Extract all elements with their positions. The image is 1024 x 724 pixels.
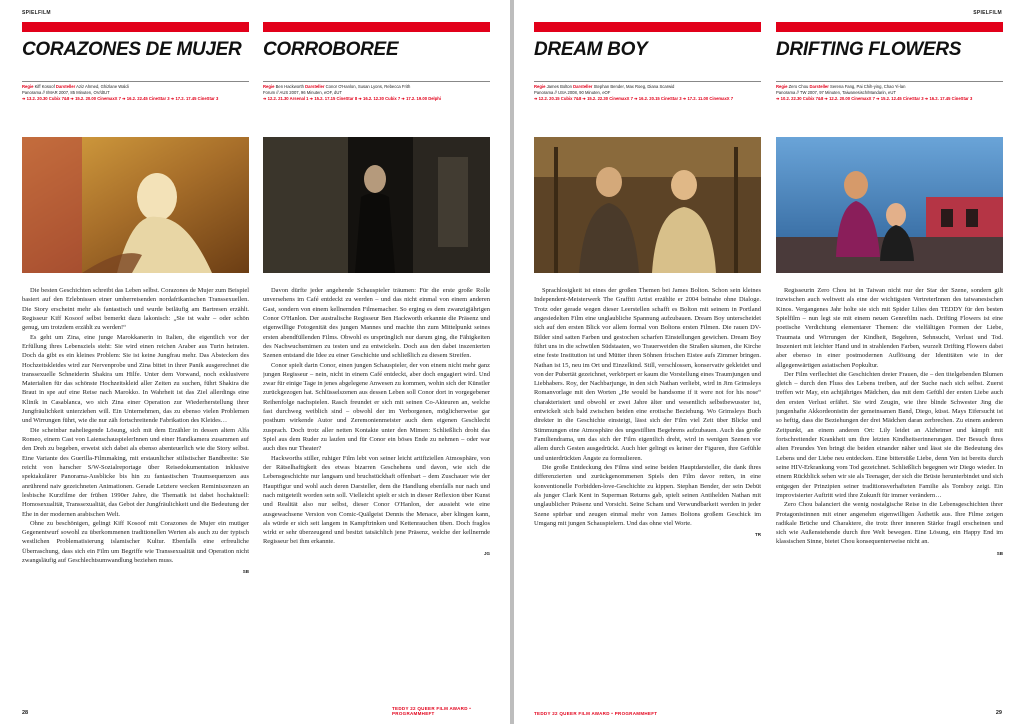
left-page <box>0 0 510 724</box>
film-header-drifting-flowers <box>776 22 1003 102</box>
film-credits <box>534 81 761 102</box>
screenings-line: ➔ 10.2. 22.30 Cubix 7&8 ➔ 12.2. 20.00 CinemaxX 7 ➔ 15.2. 12.45 CineStar 3 ➔ 16.2. 17.45 CineStar 3 <box>776 95 973 101</box>
author-signature: JG <box>483 550 490 556</box>
paragraph: Der Film verflechtet die Geschichten dreier Frauen, die – den titelgebenden Blumen gleich – durch den Fluss des Lebens treiben, auf der Suche nach sich selbst. Zuerst treffen wir May, ein achtjähriges Mädchen, das mit dem Gefühl der ersten Liebe auch den ersten Verlust erfährt. Sie wird Zeugin, wie ihre blinde Schwester Jing die jungenhafte Akkordeonistin der gemeinsamen Band, Diego, küsst. Mays Eifersucht ist so heftig, dass die Beziehungen der drei Mädchen daran zerbrechen. Zu einem anderen Zeitpunkt, an einem anderen Ort: Lily leidet an Alzheimer und kämpft mit fortschreitender Krankheit um ihre letzten Kindheitserinnerungen. Der Besuch ihres alten Freundes Yen bringt die beiden einander näher und lässt sie die Bedeutung des Lebens und der Liebe neu entdecken. Eine bittersüße Liebe, denn Yen ist bereits durch seine HIV-Erkrankung vom Tod gezeichnet. Schließlich begegnen wir Diego wieder. In einem Rückblick sehen wir sie als Teenager, der sich die Brüste herunterbindet und sich entgegen der Prinzipien seiner traditionsverhafteten Familie als Tomboy zeigt. Ein improvisierter Auftritt wird ihre Zukunft für immer verändern… <box>776 370 1003 499</box>
article-body-drifting-flowers <box>776 286 1003 656</box>
footer-right: TEDDY 22 QUEER FILM AWARD • PROGRAMMHEFT <box>534 711 658 716</box>
paragraph: Conor spielt darin Conor, einen jungen Schauspieler, der von einem nicht mehr ganz jungen Regisseur – nein, nicht in einem Café entdeckt, aber doch engagiert wird. Und zwar für einige Tage in jenes abgelegene Anwesen zu kommen, wohin sich der Künstler zurückgezogen hat. Schlüsselszenen aus dessen Leben soll Conor dort in vorgegebener Reihenfolge nachspielen. Rasch freundet er sich mit seinen Co-Akteuren an, welche fast durchweg weiblich sind – obwohl der im Verborgenen, möglicherweise gar posthum wirkende Autor und Zeremonienmeister auch dem eigenen Geschlecht zusprach. Doch trotz aller netten Kontakte unter den Mimen: Schließlich droht das Spiel aus dem Ruder zu laufen und für Conor ein böses Ende zu nehmen – oder war auch dies nur Theater? <box>263 361 490 453</box>
page-number-left: 28 <box>22 710 29 716</box>
author-signature: SB <box>242 569 249 575</box>
film-still-corazones <box>22 137 249 273</box>
page-number-right: 29 <box>995 710 1002 716</box>
article-body-corazones <box>22 286 249 656</box>
screenings-line: ➔ 12.2. 21.30 Arsenal 1 ➔ 15.2. 17.15 CineStar 8 ➔ 16.2. 12.30 Cubix 7 ➔ 17.2. 19.00 Delphi <box>263 95 441 101</box>
paragraph: Davon dürfte jeder angehende Schauspieler träumen: Für die erste große Rolle unversehens im Café entdeckt zu werden – und das nicht einmal von einem anderen Gast, sondern von einem kellnernden Filmemacher. So erging es dem zwanzigjährigen Conor O'Hanlon. Der australische Regisseur Ben Hackworth erkannte die Präsenz und eigenwillige Fotogenität des jungen Mannes und machte ihn zum Mittelpunkt seines ersten abendfüllenden Films. Obwohl es ursprünglich nur darum ging, die Fähigkeiten des Nachwuchsmimen zu testen und zu entwickeln. Doch aus den dabei inszenierten Szenen entstand die Idee zu einer Geschichte und schließlich zu diesem Streifen. <box>263 287 490 360</box>
screenings-line: ➔ 13.2. 20.30 Cubix 7&8 ➔ 15.2. 20.00 CinemaxX 7 ➔ 16.2. 22.45 CineStar 3 ➔ 17.2. 17.45 CineStar 3 <box>22 95 219 101</box>
screenings-line: ➔ 12.2. 20.15 Cubix 7&8 ➔ 15.2. 22.30 CinemaxX 7 ➔ 16.2. 20.15 CineStar 3 ➔ 17.2. 11.00 CinemaxX 7 <box>534 95 734 101</box>
paragraph: Regisseurin Zero Chou ist in Taiwan nicht nur der Star der Szene, sondern gilt inzwischen auch weltweit als eine der wichtigsten VertreterInnen des taiwanesischen Kinos. Vergangenes Jahr holte sie sich mit Spider Lilies den TEDDY für den besten Spielfilm – nun legt sie mit einem neuen Genrefilm nach. Drifting Flowers ist eine poetische Verdichtung elementarer Themen: die vielfältigen Formen der Liebe, Traumata und Wirrungen der Kindheit, Begehren, Sehnsucht, Verlust und Tod. Inszeniert mit leichter Hand und in strahlenden Farben, wurzelt Drifting Flowers dabei aber ebenso in einer postmodernen Auflösung der Identitäten wie in der allgegenwärtigen asiatischen Popkultur. <box>776 287 1003 369</box>
red-title-bar <box>263 22 490 32</box>
article-body-dream-boy <box>534 286 761 656</box>
film-still-dream-boy <box>534 137 761 273</box>
credit-line: Regie Kiff Kosoof Darsteller Aziz Ahmed, Ghizlane Waldi <box>22 83 129 89</box>
paragraph: Sprachlosigkeit ist eines der großen Themen bei James Bolton. Schon sein kleines Independent-Meisterwerk The Graffiti Artist erzählte er 2004 beinahe ohne Dialoge. Trotz oder gerade wegen dieser Leerstellen schafft es Bolton mit seinem in Portland angesiedelten Film eine unglaubliche Spannung aufzubauen. Dream Boy unterscheidet sich auf den ersten Blick vor allem formal von Boltons ersten Filmen. Die rauen DV-Bilder sind satten Farben und gestochen scharfen Einstellungen gewichen. Dream Boy führt uns in die schwülen Südstaaten, wo Trauerweiden die Straßen säumen, die Kirche eine feste Institution ist und Mütter ihren Söhnen frischen Eistee aufs Zimmer bringen. Nathan ist 15, neu im Ort und Einzelkind. Still, verschlossen, konservativ gekleidet und von der Pubertät gezeichnet, verkörpert er kaum die Vorstellung eines Traumjungen und Liebhabers. Roy, der Nachbarjunge, in den sich Nathan verliebt, wird in Jim Grimsleys Romanvorlage mit den Worten „He would be handsome if it were not for his nose“ charakterisiert und obwohl er zwei Jahre älter und wesentlich selbstbewusster ist, entwickelt sich bald zwischen beiden eine erotische Beziehung. Wo Grimsleys Buch direkter in die Geschichte einsteigt, lässt sich der Film viel Zeit über Blicke und Stimmungen eine Atmosphäre des ungestillten Begehrens aufzubauen. Auch das große Familiendrama, um das sich der Film eigentlich dreht, wird in wenigen Szenen vor allem durch Gesten ausgedrückt. Auch hier gelingt es keiner der Figuren, ihre Gefühle und unterdrückten Ängste zu formulieren. <box>534 287 761 462</box>
paragraph: Ohne zu beschönigen, gelingt Kiff Kosoof mit Corazones de Mujer ein mutiger Gegenentwurf sowohl zu überkommenen traditionellen Werten als auch zu der typisch westlichen Problematisierung islamischer Kultur. Ebenfalls eine erfreuliche Überraschung, dass sich ein Film um Begriffe wie Transsexualität und Operation nicht zwangsläufig auf Geschlechtsumwandlung beziehen muss. <box>22 519 249 565</box>
section-line: Forum // AUS 2007, 96 Minuten, eOF, dUT <box>263 89 342 95</box>
film-title: CORROBOREE <box>263 39 399 60</box>
paragraph: Hackworths stiller, ruhiger Film lebt von seiner leicht artifiziellen Atmosphäre, von der Rätselhaftigkeit des etwas bizarren Geschehens und davon, wie sich die Lebensgeschichte nur langsam und bruchstückhaft offenbart – dem Zuschauer wie der Hauptfigur und wohl auch deren Darsteller, dem die Handlung ebenfalls nur nach und nach mitgeteilt worden sein soll. Vielleicht spielt er sich in dieser Reflexion über Kunst und Realität also nur selbst, dieser Conor O'Hanlon, der aussieht wie eine ausgewachsene Version von Comic-Quälgeist Dennis the Menace, aber klingen kann, als würde er sich seit langem in Kampftrinken und Kettenrauchen üben. Doch fraglos wirkt er sehr überzeugend und besitzt tatsächlich jene Präsenz, welche der kellnernde Regisseur bei ihm erkannte. <box>263 454 490 546</box>
paragraph: Die große Entdeckung des Films sind seine beiden Hauptdarsteller, die dank ihres differenzierten und zurückgenommenen Spiels den Film davor retten, in eine konventionelle Forbidden-love-Geschichte zu kippen. Stephan Bender, der sein Debüt als junger Clark Kent in Superman Returns gab, spielt seinen Antihelden Nathan mit unglaublicher Präsenz und Vorsicht. Seine Scham und Verwundbarkeit werden in jeder Szene spürbar und zeugen einmal mehr von James Boltons großem Geschick im Umgang mit jungen Schauspielern. Und das ohne viel Worte. <box>534 463 761 527</box>
section-line: Panorama // USA 2008, 90 Minuten, eOF <box>534 89 611 95</box>
film-still-corroboree <box>263 137 490 273</box>
film-header-corroboree <box>263 22 490 102</box>
film-header-corazones <box>22 22 249 102</box>
section-tag-left: SPIELFILM <box>22 10 51 16</box>
paragraph: Zero Chou balanciert die wenig nostalgische Reise in die Lebensgeschichten ihrer Protagonistinnen mit einer angenehm eigenwilligen Ästhetik aus. Ihre Filme zeigen radikale Brüche und Charaktere, die trotz ihrer inneren Stärke fragil erscheinen und sich wie Außenstehende durch ihre Welt bewegen. Eine Lösung, ein Happy End im klassischen Sinne, bietet Chou konsequenterweise nicht an. <box>776 501 1003 546</box>
paragraph: Die besten Geschichten schreibt das Leben selbst. Corazones de Mujer zum Beispiel basiert auf den Erlebnissen einer umherreisenden nordafrikanischen Transsexuellen. Die Story erscheint mehr als fantastisch und wurde beiläufig am Bartresen erzählt. Regisseur Kiff Kosoof selbst bemerkt dazu lakonisch: „Sie ist wahr – oder schön genug, um trotzdem erzählt zu werden!“ <box>22 287 249 332</box>
paragraph: Es geht um Zina, eine junge Marokkanerin in Italien, die eigentlich vor der Erfüllung ihres Lebensziels steht: Sie wird einen reichen Araber aus Turin heiraten. Doch da gibt es ein kleines Problem: Sie ist keine Jungfrau mehr. Das Abstecken des Hochzeitskleides wird zur Nervenprobe und Zina bittet in ihrer Panik ausgerechnet die transsexuelle Schneiderin Shakira um Hilfe. Unter dem Vorwand, noch exklusivere Materialien für das schönste Hochzeitskleid aller Zeiten zu suchen, führt Shakira die Braut in spe auf eine Reise nach Marokko. In Wahrheit ist das Ziel allerdings eine Klinik in Casablanca, wo sich Zina einer Operation zur Wiederherstellung ihrer Jungfräulichkeit unterziehen will. Ein Unternehmen, das zu ebenso vielen Problemen und Wirrungen führt, wie die nur zäh fortschreitende Fabrikation des Kleides… <box>22 333 249 425</box>
film-still-drifting-flowers <box>776 137 1003 273</box>
film-header-dream-boy <box>534 22 761 102</box>
section-line: Panorama // I/MAR 2007, 85 Minuten, OV/dtUT <box>22 89 110 95</box>
red-title-bar <box>534 22 761 32</box>
section-tag-right: SPIELFILM <box>973 10 1002 16</box>
footer-left: TEDDY 22 QUEER FILM AWARD • PROGRAMMHEFT <box>392 706 472 716</box>
section-line: Panorama // TW 2007, 97 Minuten, Taiwanesisch/Mandarin, eUT <box>776 89 896 95</box>
author-signature: TR <box>755 532 761 538</box>
film-credits <box>263 81 490 102</box>
paragraph: Die scheinbar naheliegende Lösung, sich mit dem Erzähler in dessen altem Alfa Romeo, einem Cast von LaienschauspielerInnen und einer Handkamera zusammen auf den Dreh zu begeben, erweist sich dabei als ebenso abenteuerlich wie die Story selbst. Eine Variante des Guerilla-Filmmaking, mit erstaunlicher stilistischer Bandbreite: Sie reicht von harscher S/W-Sozialreportage über Reisedokumentation inklusive spektakulärer Panorama-Ausblicke bis hin zu fantastischen Traumsequenzen aus anrührend naiv gezeichneten Animationen. Gerade Letztere wecken Reminiszenzen an lesbische Kurzfilme der frühen 1990er Jahre, die Thematik ist dabei hochaktuell: Homosexualität, Transsexualität, das Gebot der Jungfräulichkeit und die Bedeutung der Ehe in der modernen arabischen Welt. <box>22 426 249 518</box>
credit-line: Regie James Bolton Darsteller Stephan Bender, Max Roeg, Diana Scarwid <box>534 83 675 89</box>
film-title: CORAZONES DE MUJER <box>22 39 242 60</box>
right-page <box>514 0 1024 724</box>
credit-line: Regie Zero Chou Darsteller Serena Fang, Pai Chih-ying, Chao Yi-lan <box>776 83 906 89</box>
film-credits <box>776 81 1003 102</box>
film-credits <box>22 81 249 102</box>
credit-line: Regie Ben Hackworth Darsteller Conor O'Hanlon, Susan Lyons, Rebecca Frith <box>263 83 411 89</box>
film-title: DREAM BOY <box>534 39 648 60</box>
author-signature: SB <box>996 550 1003 556</box>
red-title-bar <box>776 22 1003 32</box>
red-title-bar <box>22 22 249 32</box>
film-title: DRIFTING FLOWERS <box>776 39 962 60</box>
article-body-corroboree <box>263 286 490 656</box>
